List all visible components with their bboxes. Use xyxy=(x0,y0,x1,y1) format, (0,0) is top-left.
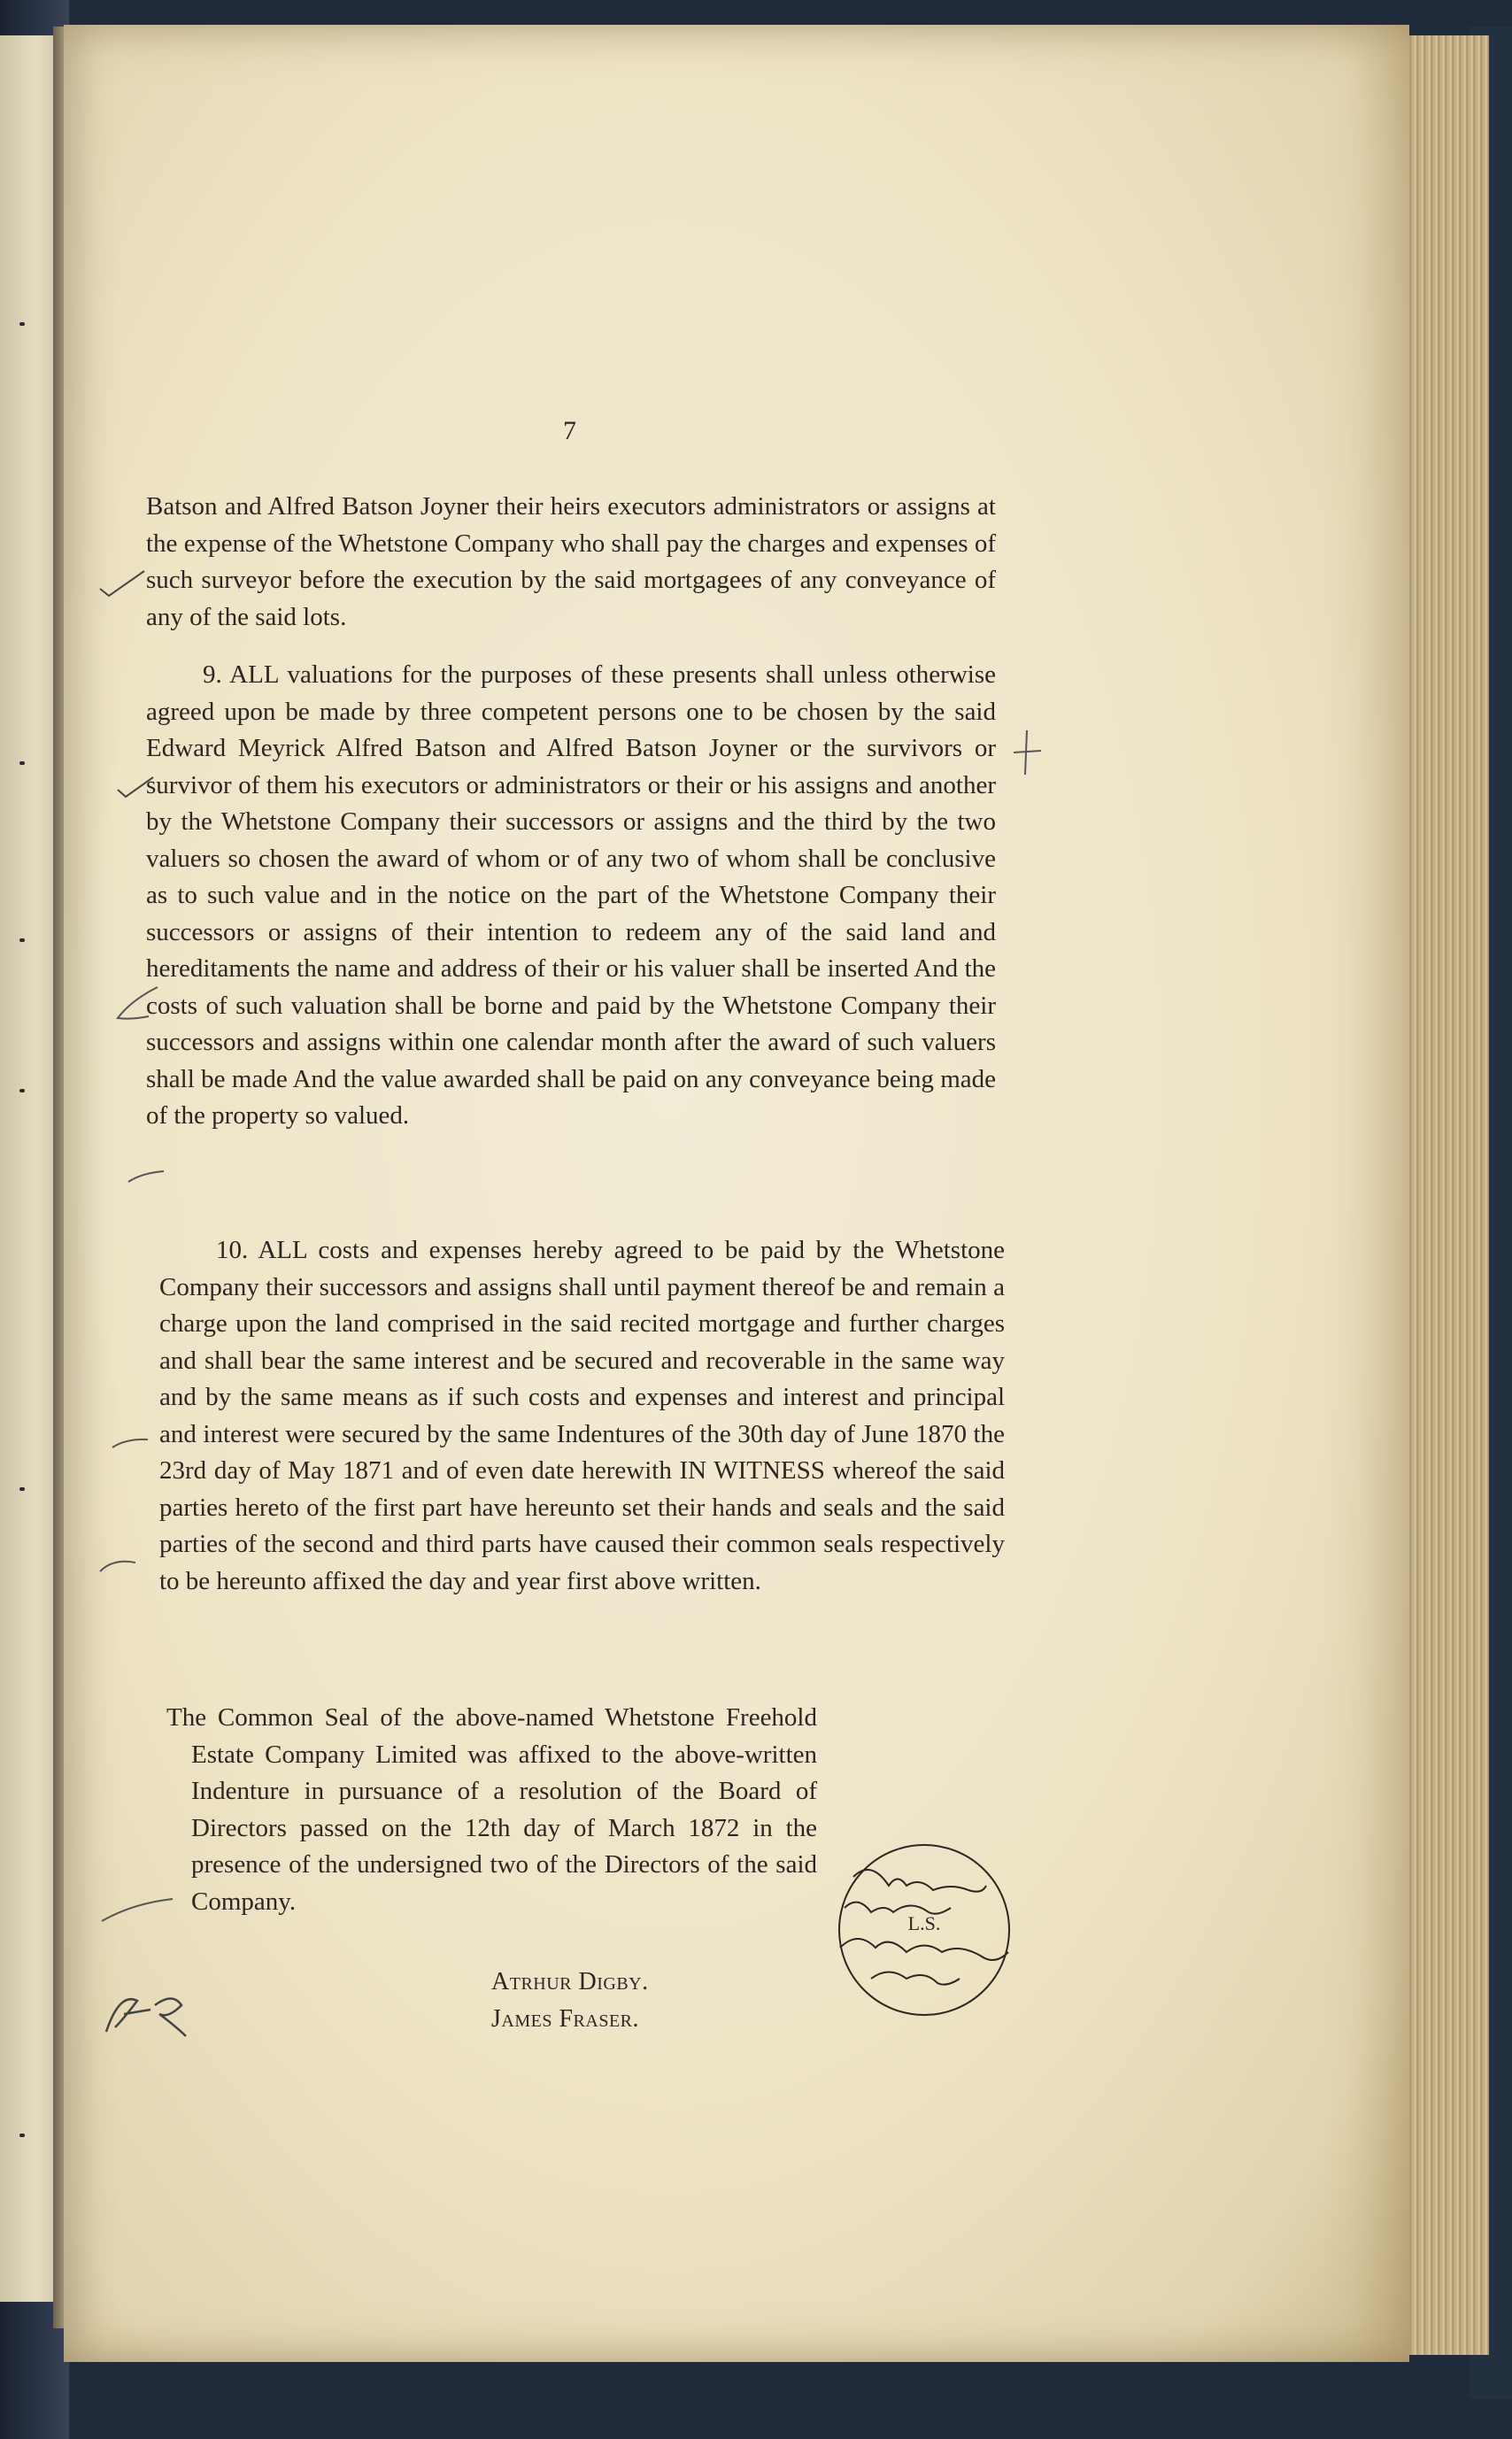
paragraph-text: 9. ALL valuations for the purposes of these presents shall unless otherwise agreed upon be made by three competent persons one to be chosen by the said Edward Meyrick Alfred Batson and Alfred Batson Joyner or the survivors or survivor of them his executors or administrators or their or his assigns and another by the Whetstone Company their successors or assigns and the third by the two valuers so chosen the award of whom or of any two of whom shall be conclusive as to such value and in the notice on the part of the Whetstone Company their successors or assigns of their intention to redeem any of the said land and hereditaments the name and address of their or his valuer shall be inserted And the costs of such valuation shall be borne and paid by the Whetstone Company their successors and assigns within one calendar month after the award of such valuers shall be made And the value awarded shall be paid on any conveyance being made of the property so valued. xyxy=(146,660,996,1130)
previous-page-edge xyxy=(0,35,55,2302)
margin-mark xyxy=(19,322,25,326)
seal-clause-text: The Common Seal of the above-named Whetstone Freehold Estate Company Limited was affixed to the above-written Indenture in pursuance of a resolution of the Board of Directors passed on the 12th day of March 1872 in the presence of the undersigned two of the Directors of the said Company. xyxy=(166,1703,817,1916)
check-mark-icon xyxy=(113,770,158,806)
paragraph-10 xyxy=(159,1232,1005,1600)
check-mark-icon xyxy=(96,567,149,602)
check-mark-icon xyxy=(113,983,166,1027)
margin-mark-icon xyxy=(1009,726,1045,779)
margin-mark xyxy=(19,761,25,765)
margin-mark xyxy=(19,938,25,942)
company-seal xyxy=(836,1841,1017,2023)
dash-mark-icon xyxy=(96,1554,140,1580)
seal-clause xyxy=(166,1700,817,1920)
document-page xyxy=(64,25,1409,2362)
paragraph-9 xyxy=(146,657,996,1135)
margin-mark xyxy=(19,1089,25,1092)
signatories xyxy=(491,1964,649,2038)
dash-mark-icon xyxy=(124,1164,168,1191)
signatory-2: James Fraser. xyxy=(491,2005,639,2033)
signatory-1: Atrhur Digby. xyxy=(491,1968,649,1995)
seal-label: L.S. xyxy=(907,1912,941,1934)
paragraph-continuation xyxy=(146,489,996,636)
dash-mark-icon xyxy=(108,1434,152,1461)
margin-initials-icon xyxy=(97,1983,195,2045)
margin-mark xyxy=(19,2134,25,2137)
dash-mark-icon xyxy=(97,1895,177,1930)
margin-mark xyxy=(19,1487,25,1491)
paragraph-text: Batson and Alfred Batson Joyner their heirs executors administrators or assigns at the expense of the Whetstone Company who shall pay the charges and expenses of such surveyor before the execution by the said mortgagees of any conveyance of any of the said lots. xyxy=(146,492,996,631)
page-number: 7 xyxy=(563,416,576,445)
paragraph-text: 10. ALL costs and expenses hereby agreed to be paid by the Whetstone Company their successors and assigns shall until payment thereof be and remain a charge upon the land comprised in the said recited mortgage and further charges and shall bear the same interest and be secured and recoverable in the same way and by the same means as if such costs and expenses and interest and principal and interest were secured by the same Indentures of the 30th day of June 1870 the 23rd day of May 1871 and of even date herewith IN WITNESS whereof the said parties hereto of the first part have hereunto set their hands and seals and the said parties of the second and third parts have caused their common seals respectively to be hereunto affixed the day and year first above written. xyxy=(159,1236,1005,1595)
